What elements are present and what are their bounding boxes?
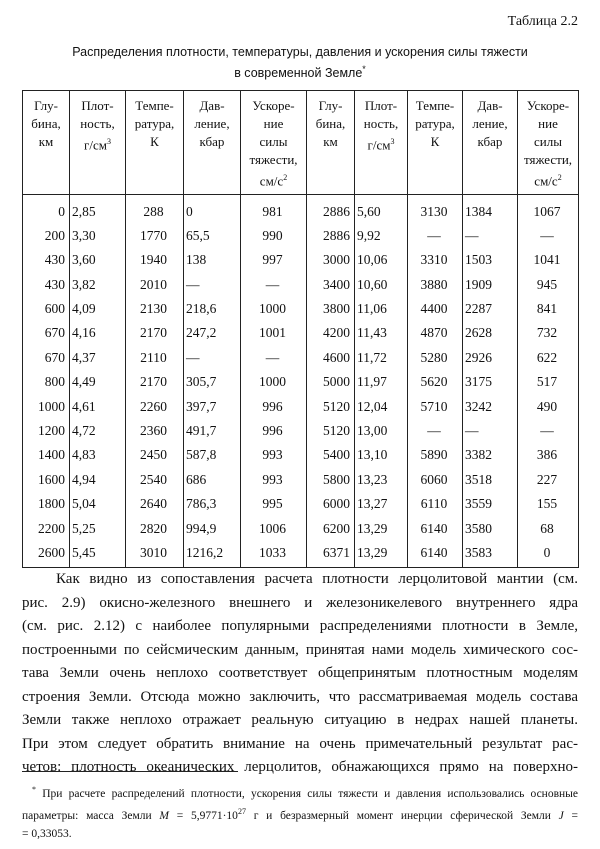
table-cell: 13,10 — [355, 443, 408, 467]
table-body — [23, 195, 579, 568]
table-cell: 1006 — [241, 516, 307, 540]
table-cell: 1001 — [241, 321, 307, 345]
table-cell: 386 — [518, 443, 579, 467]
table-cell: — — [408, 224, 463, 248]
header-temperature: Темпе- ратура, К — [126, 91, 184, 195]
table-cell: 3175 — [463, 370, 518, 394]
table-cell: 2886 — [307, 195, 355, 224]
table-cell: 11,06 — [355, 297, 408, 321]
table-cell: 1041 — [518, 248, 579, 272]
table-row — [23, 443, 579, 467]
table-cell: 1503 — [463, 248, 518, 272]
table-cell: 786,3 — [184, 492, 241, 516]
table-cell: 1600 — [23, 468, 70, 492]
table-cell: 11,97 — [355, 370, 408, 394]
table-cell: 2130 — [126, 297, 184, 321]
table-cell: 13,27 — [355, 492, 408, 516]
table-cell: 2628 — [463, 321, 518, 345]
table-cell: 2820 — [126, 516, 184, 540]
table-row — [23, 297, 579, 321]
table-cell: 13,29 — [355, 516, 408, 540]
table-cell: 6060 — [408, 468, 463, 492]
table-cell: 3,60 — [70, 248, 126, 272]
table-row — [23, 321, 579, 345]
table-row — [23, 419, 579, 443]
header-temperature-2: Темпе- ратура, К — [408, 91, 463, 195]
paragraph-line: строения Земли. Отсюда можно заключить, что рассматриваемая модель состава — [22, 688, 578, 705]
table-cell: 4870 — [408, 321, 463, 345]
table-cell: — — [463, 224, 518, 248]
table-cell: 3242 — [463, 394, 518, 418]
table-cell: 0 — [518, 541, 579, 568]
table-cell: 3130 — [408, 195, 463, 224]
table-cell: 3559 — [463, 492, 518, 516]
table-cell: 4,83 — [70, 443, 126, 467]
table-cell: 2886 — [307, 224, 355, 248]
table-cell: 4,16 — [70, 321, 126, 345]
header-density-2: Плот- ность, $г/см^3$ — [355, 91, 408, 195]
table-cell: 6140 — [408, 516, 463, 540]
table-cell: 0 — [23, 195, 70, 224]
table-cell: 13,00 — [355, 419, 408, 443]
table-cell: 12,04 — [355, 394, 408, 418]
table-cell: 1033 — [241, 541, 307, 568]
table-cell: 587,8 — [184, 443, 241, 467]
table-cell: 10,60 — [355, 273, 408, 297]
table-cell: 2360 — [126, 419, 184, 443]
table-cell: 3,82 — [70, 273, 126, 297]
table-cell: 5120 — [307, 419, 355, 443]
table-cell: 3880 — [408, 273, 463, 297]
table-cell: 3382 — [463, 443, 518, 467]
table-cell: 2170 — [126, 370, 184, 394]
footnote — [22, 781, 578, 843]
table-cell: 65,5 — [184, 224, 241, 248]
paragraph-line: тава Земли очень неплохо соответствует общепринятым плотностным моделям — [22, 665, 578, 681]
table-cell: 5710 — [408, 394, 463, 418]
table-cell: 6200 — [307, 516, 355, 540]
table-cell: 2260 — [126, 394, 184, 418]
data-table — [22, 90, 579, 568]
paragraph-line: четов: плотность океанических лерцолитов, обнажающихся прямо на поверхно- — [22, 759, 578, 775]
table-cell: 600 — [23, 297, 70, 321]
table-cell: 2287 — [463, 297, 518, 321]
footnote-divider — [22, 771, 238, 772]
table-row — [23, 370, 579, 394]
table-cell: 993 — [241, 443, 307, 467]
table-row — [23, 346, 579, 370]
footnote-mark: * — [32, 785, 36, 794]
table-cell: 996 — [241, 419, 307, 443]
table-cell: 2200 — [23, 516, 70, 540]
table-cell: 981 — [241, 195, 307, 224]
table-cell: 945 — [518, 273, 579, 297]
table-title-line-1: Распределения плотности, температуры, давления и ускорения силы тяжести — [72, 45, 528, 59]
table-row — [23, 394, 579, 418]
table-cell: 490 — [518, 394, 579, 418]
table-cell: 155 — [518, 492, 579, 516]
table-title-line-2: в современной Земле* — [234, 64, 366, 81]
table-row — [23, 516, 579, 540]
header-pressure: Дав- ление, кбар — [184, 91, 241, 195]
table-row — [23, 468, 579, 492]
paragraph-line: Земли также неплохо отражает реальную ситуацию в недрах нашей планеты. — [22, 712, 578, 728]
table-cell: 2110 — [126, 346, 184, 370]
table-cell: 5280 — [408, 346, 463, 370]
header-depth: Глу- бина, км — [23, 91, 70, 195]
table-cell: 994,9 — [184, 516, 241, 540]
table-cell: 4,94 — [70, 468, 126, 492]
table-cell: 1000 — [241, 370, 307, 394]
table-cell: 430 — [23, 248, 70, 272]
table-cell: — — [408, 419, 463, 443]
table-title — [40, 44, 560, 82]
table-cell: 4,72 — [70, 419, 126, 443]
table-cell: 3,30 — [70, 224, 126, 248]
table-cell: 2926 — [463, 346, 518, 370]
table-cell: 1200 — [23, 419, 70, 443]
paragraph-line: построенными по сейсмическим данным, принятая нами модель химического сос- — [22, 641, 578, 658]
table-cell: 5,45 — [70, 541, 126, 568]
table-cell: 6110 — [408, 492, 463, 516]
table-cell: 1000 — [241, 297, 307, 321]
table-cell: 138 — [184, 248, 241, 272]
table-cell: 997 — [241, 248, 307, 272]
table-row — [23, 224, 579, 248]
table-cell: 5120 — [307, 394, 355, 418]
table-cell: 200 — [23, 224, 70, 248]
table-cell: 4,61 — [70, 394, 126, 418]
paragraph-line: (см. рис. 2.12) с наиболее популярными распределениями плотности в Земле, — [22, 618, 578, 634]
body-paragraph — [22, 568, 578, 780]
footnote-line-3: = 0,33053. — [22, 827, 72, 840]
table-row — [23, 273, 579, 297]
table-cell: — — [184, 346, 241, 370]
table-cell: 5,04 — [70, 492, 126, 516]
table-cell: 305,7 — [184, 370, 241, 394]
table-cell: 247,2 — [184, 321, 241, 345]
table-cell: 2600 — [23, 541, 70, 568]
table-cell: 993 — [241, 468, 307, 492]
table-cell: 2540 — [126, 468, 184, 492]
table-cell: 5620 — [408, 370, 463, 394]
table-cell: — — [184, 273, 241, 297]
table-cell: 1067 — [518, 195, 579, 224]
table-cell: 3800 — [307, 297, 355, 321]
table-cell: 1216,2 — [184, 541, 241, 568]
header-depth-2: Глу- бина, км — [307, 91, 355, 195]
table-cell: 9,92 — [355, 224, 408, 248]
table-cell: 1000 — [23, 394, 70, 418]
table-cell: 5800 — [307, 468, 355, 492]
footnote-line-2: параметры: масса Земли $M = 5,9771\cdot 10^{27}$ г и безразмерный момент инерции сферической Земли J = — [22, 807, 578, 823]
table-row — [23, 248, 579, 272]
table-cell: 10,06 — [355, 248, 408, 272]
paragraph-line: Как видно из сопоставления расчета плотности лерцолитовой мантии (см. — [56, 571, 578, 587]
table-cell: 491,7 — [184, 419, 241, 443]
table-cell: 68 — [518, 516, 579, 540]
paragraph-line: При этом следует обратить внимание на очень примечательный результат рас- — [22, 735, 578, 752]
table-cell: 670 — [23, 346, 70, 370]
header-density: Плот- ность, $г/см^3$ — [70, 91, 126, 195]
table-cell: — — [463, 419, 518, 443]
header-acceleration: Ускоре- ние силы тяжести, $см/с^2$ — [241, 91, 307, 195]
table-cell: 2010 — [126, 273, 184, 297]
table-cell: 6000 — [307, 492, 355, 516]
table-cell: 0 — [184, 195, 241, 224]
table-cell: 4,37 — [70, 346, 126, 370]
table-cell: 4400 — [408, 297, 463, 321]
table-cell: 4,09 — [70, 297, 126, 321]
table-cell: 11,43 — [355, 321, 408, 345]
footnote-line-1: * При расчете распределений плотности, ускорения силы тяжести и давления использовались основные — [32, 785, 578, 800]
table-cell: 3580 — [463, 516, 518, 540]
table-cell: 227 — [518, 468, 579, 492]
table-cell: 1940 — [126, 248, 184, 272]
table-cell: 686 — [184, 468, 241, 492]
table-row — [23, 195, 579, 224]
table-cell: 288 — [126, 195, 184, 224]
table-cell: 3518 — [463, 468, 518, 492]
table-cell: 13,23 — [355, 468, 408, 492]
header-pressure-2: Дав- ление, кбар — [463, 91, 518, 195]
table-cell: 430 — [23, 273, 70, 297]
table-cell: 4200 — [307, 321, 355, 345]
table-header-row — [23, 91, 579, 195]
table-cell: 13,29 — [355, 541, 408, 568]
table-cell: 670 — [23, 321, 70, 345]
table-cell: 3310 — [408, 248, 463, 272]
table-cell: 1800 — [23, 492, 70, 516]
table-cell: 11,72 — [355, 346, 408, 370]
table-number: Таблица 2.2 — [507, 14, 578, 29]
table-cell: 732 — [518, 321, 579, 345]
table-cell: 622 — [518, 346, 579, 370]
table-cell: 5,25 — [70, 516, 126, 540]
table-cell: 2170 — [126, 321, 184, 345]
table-cell: — — [518, 224, 579, 248]
table-cell: 6140 — [408, 541, 463, 568]
table-cell: 3400 — [307, 273, 355, 297]
table-cell: 995 — [241, 492, 307, 516]
table-cell: 1400 — [23, 443, 70, 467]
table-cell: 800 — [23, 370, 70, 394]
table-cell: 517 — [518, 370, 579, 394]
table-cell: 2,85 — [70, 195, 126, 224]
table-cell: 397,7 — [184, 394, 241, 418]
table-cell: 4,49 — [70, 370, 126, 394]
table-cell: 5890 — [408, 443, 463, 467]
table-cell: — — [241, 273, 307, 297]
table-cell: 3583 — [463, 541, 518, 568]
table-cell: 996 — [241, 394, 307, 418]
table-cell: 1384 — [463, 195, 518, 224]
table-cell: 990 — [241, 224, 307, 248]
table-cell: 6371 — [307, 541, 355, 568]
table-cell: 5400 — [307, 443, 355, 467]
table-cell: 841 — [518, 297, 579, 321]
paragraph-line: рис. 2.9) окисно-железного внешнего и железоникелевого внутреннего ядра — [22, 594, 578, 611]
table-cell: 1909 — [463, 273, 518, 297]
table-row — [23, 492, 579, 516]
table-row — [23, 541, 579, 568]
table-cell: 4600 — [307, 346, 355, 370]
table-cell: 5000 — [307, 370, 355, 394]
title-footnote-mark: * — [362, 64, 366, 74]
table-cell: — — [518, 419, 579, 443]
table-cell: 5,60 — [355, 195, 408, 224]
table-cell: 2640 — [126, 492, 184, 516]
table-cell: 218,6 — [184, 297, 241, 321]
header-acceleration-2: Ускоре- ние силы тяжести, $см/с^2$ — [518, 91, 579, 195]
table-cell: 2450 — [126, 443, 184, 467]
table-cell: 3010 — [126, 541, 184, 568]
table-cell: 3000 — [307, 248, 355, 272]
table-cell: — — [241, 346, 307, 370]
table-cell: 1770 — [126, 224, 184, 248]
